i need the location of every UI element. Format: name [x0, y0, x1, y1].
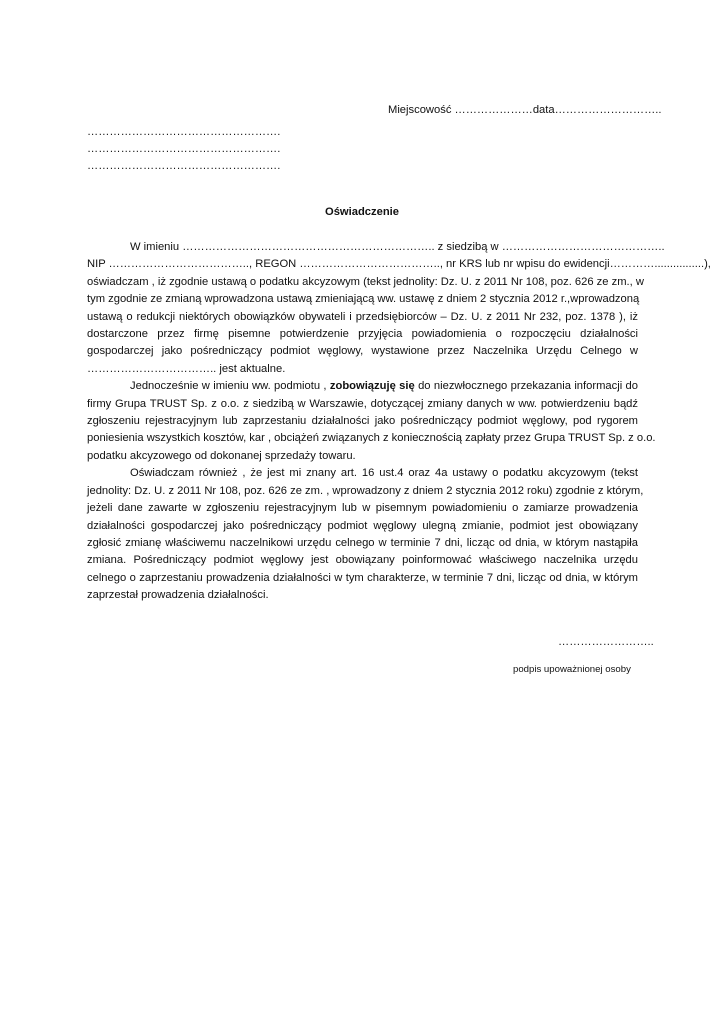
paragraph-awareness — [87, 465, 644, 604]
signature-label: podpis upoważnionej osoby — [513, 664, 631, 675]
text-line: dostarczone przez firmę pisemne potwierdzenie przyjęcia powiadomienia o rozpoczęciu działalności — [87, 328, 638, 341]
signature-dots: …………………….. — [558, 636, 654, 648]
text-line: gospodarczej jako pośredniczący podmiot węglowy, wystawione przez Naczelnika Urzędu Celnego w — [87, 345, 638, 358]
text-line: zgłoszeniu rejestracyjnym lub zaprzestaniu działalności jako pośredniczący podmiot węglowy, pod rygorem — [87, 415, 638, 428]
text-line: tym zgodnie ze zmianą wprowadzona ustawą zmieniającą ww. ustawę z dniem 2 stycznia 2012 r.,wprowadzoną — [87, 293, 640, 306]
text-line: NIP ……………………………….., REGON ……………………………….., nr KRS lub nr wpisu do ewidencji…………................), — [87, 258, 711, 271]
text-line: W imieniu ………………………………………………………….. z siedzibą w …………………………………….. — [130, 241, 665, 253]
text-line: oświadczam , iż zgodnie ustawą o podatku akcyzowym (tekst jednolity: Dz. U. z 2011 Nr 108, poz. 626 ze zm., w — [87, 275, 644, 288]
text-line: jednolity: Dz. U. z 2011 Nr 108, poz. 626 ze zm. , wprowadzony z dniem 2 stycznia 2012 roku) zgodnie z którym, — [87, 484, 644, 497]
text-line: …………………………….. jest aktualne. — [87, 362, 286, 375]
address-line: ……………………………………………. — [87, 160, 281, 172]
text-line: firmy Grupa TRUST Sp. z o.o. z siedzibą w Warszawie, dotyczącej zmiany danych w ww. potwierdzeniu bądź — [87, 397, 638, 410]
text-line: celnego o zaprzestaniu prowadzenia działalności w tym charakterze, w terminie 7 dni, licząc od dnia, w którym — [87, 571, 638, 584]
paragraph-obligation — [87, 378, 656, 465]
address-line: ……………………………………………. — [87, 126, 281, 138]
bold-commitment: zobowiązuję się — [329, 380, 415, 393]
address-line: ……………………………………………. — [87, 143, 281, 155]
text-line: ustawą o redukcji niektórych obowiązków obywateli i przedsiębiorców – Dz. U. z 2011 Nr 232, poz. 1378 ), iż — [87, 310, 638, 323]
text-line: zaprzestał prowadzenia działalności. — [87, 589, 269, 602]
text-line: podatku akcyzowego od dokonanej sprzedaży towaru. — [87, 449, 356, 462]
text-line: zmiana. Pośredniczący podmiot węglowy jest obowiązany poinformować właściwego naczelnika urzędu — [87, 554, 638, 567]
text-line: jeżeli dane zawarte w zgłoszeniu rejestracyjnym lub w pisemnym powiadomieniu o zamiarze prowadzenia — [87, 502, 638, 515]
paragraph-statement — [87, 239, 711, 378]
place-date-line: Miejscowość …………………data……………………….. — [388, 104, 662, 116]
text-line: zgłosić zmianę właściwemu naczelnikowi urzędu celnego w terminie 7 dni, licząc od dnia, w którym nastąpiła — [87, 536, 638, 549]
document-body — [87, 239, 711, 605]
text-line: Oświadczam również , że jest mi znany art. 16 ust.4 oraz 4a ustawy o podatku akcyzowym (tekst — [130, 467, 638, 480]
document-title: Oświadczenie — [325, 206, 399, 218]
text-line — [87, 378, 638, 395]
text-line: działalności gospodarczej jako pośredniczący podmiot węglowy ulegną zmianie, podmiot jest obowiązany — [87, 519, 638, 532]
text-line: poniesienia wszystkich kosztów, kar , obciążeń związanych z koniecznością zapłaty przez Grupa TRUST Sp. z o.o. — [87, 432, 656, 445]
text-fragment: do niezwłocznego przekazania informacji do — [414, 380, 639, 393]
text-fragment: Jednocześnie w imieniu ww. podmiotu , — [130, 380, 330, 393]
address-block — [87, 124, 280, 175]
